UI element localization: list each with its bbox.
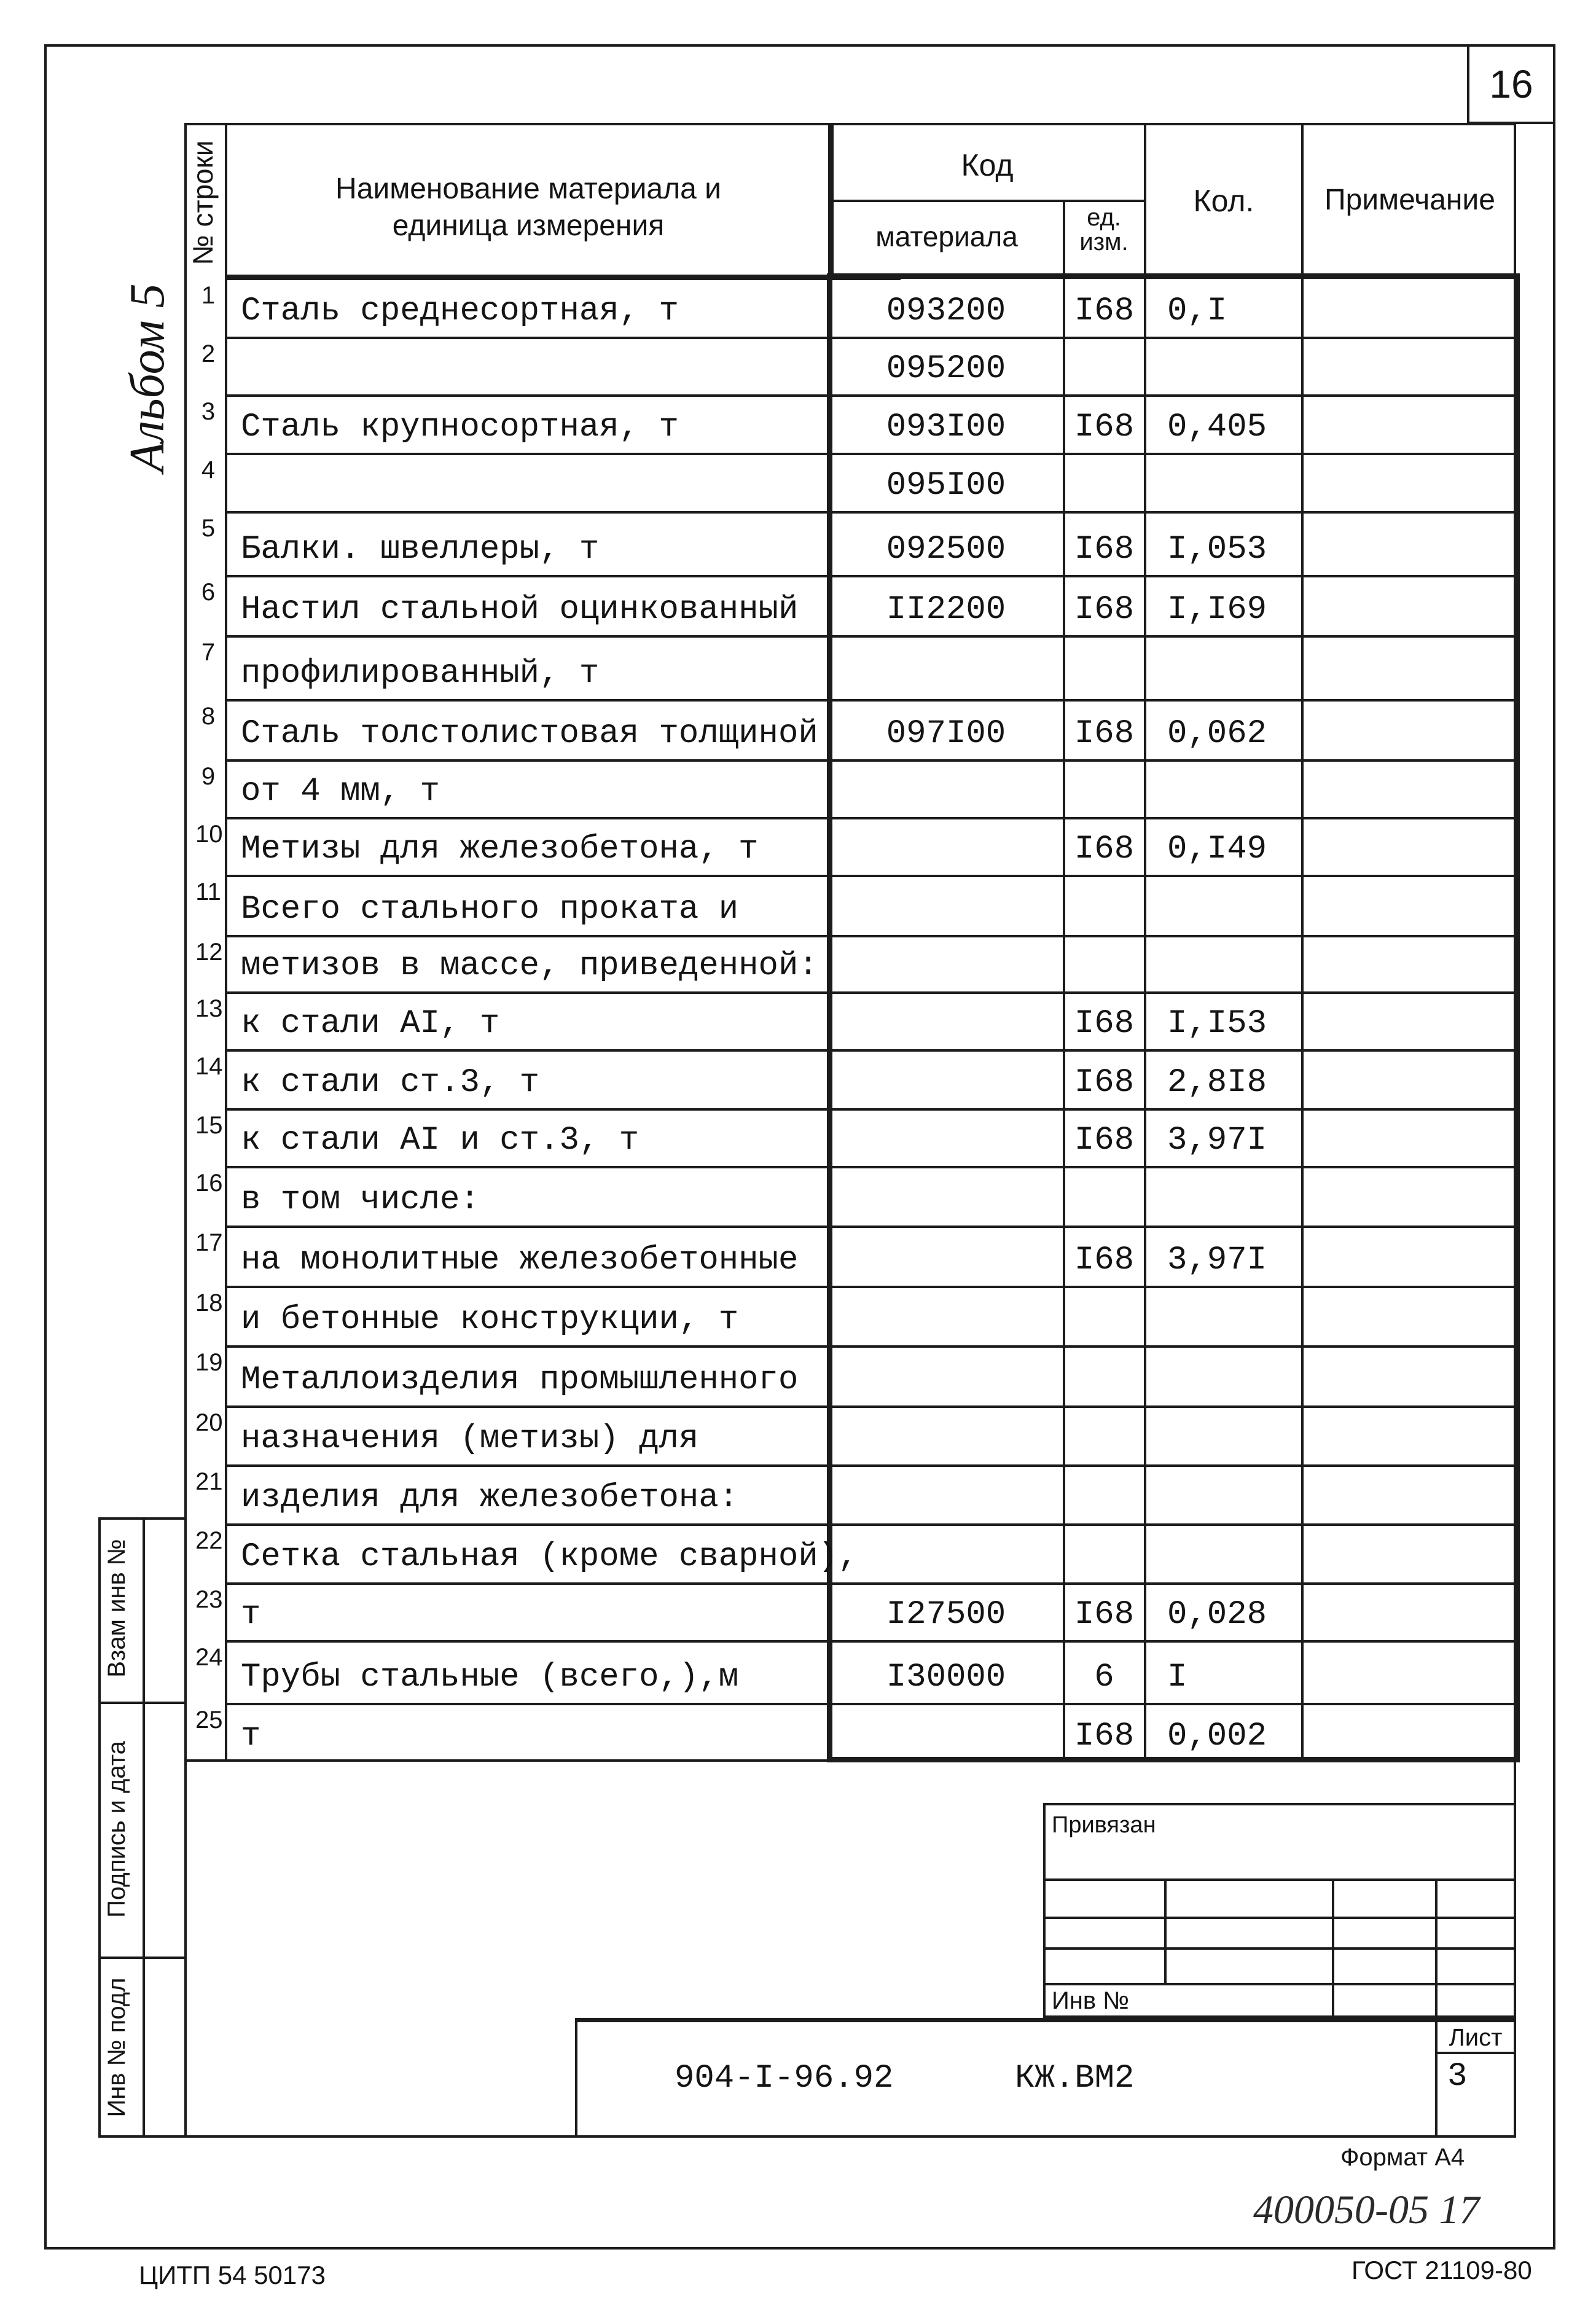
row-material-code: 092500: [886, 531, 1006, 568]
row-number: 5: [201, 515, 216, 542]
row-number: 16: [195, 1170, 223, 1197]
row-unit-code: I68: [1074, 292, 1135, 330]
header-note: Примечание: [1324, 184, 1495, 216]
row-unit-code: I68: [1074, 1122, 1135, 1159]
table-row: [0, 1286, 1596, 1345]
handwritten-code: 400050-05 17: [1253, 2187, 1480, 2232]
header-code: Код: [961, 148, 1014, 182]
table-row: [0, 699, 1596, 759]
row-quantity: 0,028: [1167, 1596, 1267, 1633]
row-quantity: I: [1167, 1659, 1187, 1696]
row-number: 12: [195, 939, 223, 966]
row-material-name: Трубы стальные (всего,),м: [241, 1659, 739, 1696]
row-number: 20: [195, 1409, 223, 1436]
side-stamp-inv-podl: Инв № подл: [103, 1977, 130, 2117]
table-row: [0, 875, 1596, 935]
table-row: [0, 1049, 1596, 1108]
table-row: [0, 511, 1596, 575]
row-material-name: Балки. швеллеры, т: [241, 531, 600, 568]
row-material-name: Метизы для железобетона, т: [241, 831, 759, 868]
row-material-name: и бетонные конструкции, т: [241, 1301, 739, 1339]
row-number: 15: [195, 1112, 223, 1139]
row-quantity: 0,062: [1167, 715, 1267, 752]
row-material-name: Настил стальной оцинкованный: [241, 591, 799, 628]
row-number: 23: [195, 1586, 223, 1613]
row-material-name: в том числе:: [241, 1181, 480, 1219]
row-number: 9: [201, 763, 216, 790]
table-row: [0, 817, 1596, 875]
table-row: [0, 1640, 1596, 1703]
privyazan-label: Привязан: [1052, 1812, 1156, 1838]
privyazan-line: [1043, 1917, 1516, 1919]
row-material-code: I27500: [886, 1596, 1006, 1633]
row-number: 25: [195, 1706, 223, 1734]
side-stamp-line: [98, 1702, 187, 1704]
header-row-no: № строки: [187, 140, 219, 265]
row-number: 1: [201, 282, 216, 309]
row-quantity: I,053: [1167, 531, 1267, 568]
row-number: 13: [195, 995, 223, 1022]
row-material-name: к стали ст.3, т: [241, 1064, 540, 1101]
row-unit-code: I68: [1074, 715, 1135, 752]
table-row: [0, 1405, 1596, 1464]
row-quantity: I,I53: [1167, 1005, 1267, 1042]
row-unit-code: I68: [1074, 831, 1135, 868]
table-row: [0, 1108, 1596, 1166]
title-block-sheet-line: [1435, 2052, 1516, 2054]
table-row: [0, 1523, 1596, 1582]
row-unit-code: I68: [1074, 1596, 1135, 1633]
table-row: [0, 991, 1596, 1049]
row-number: 17: [195, 1229, 223, 1256]
table-row: [0, 935, 1596, 991]
row-material-name: Сталь крупносортная, т: [241, 408, 679, 446]
header-col-line: [1063, 200, 1065, 276]
table-row: [0, 1166, 1596, 1226]
row-number: 4: [201, 456, 216, 483]
row-material-code: 095200: [886, 350, 1006, 388]
row-quantity: 2,8I8: [1167, 1064, 1267, 1101]
row-material-code: 093I00: [886, 408, 1006, 446]
table-row: [0, 337, 1596, 394]
row-material-name: на монолитные железобетонные: [241, 1241, 799, 1279]
inv-no-label: Инв №: [1052, 1987, 1130, 2014]
privyazan-col: [1332, 1878, 1334, 2018]
row-material-name: Сталь толстолистовая толщиной: [241, 715, 818, 752]
row-quantity: 0,I49: [1167, 831, 1267, 868]
row-material-code: 095I00: [886, 467, 1006, 504]
table-row: [0, 453, 1596, 511]
row-unit-code: I68: [1074, 1064, 1135, 1101]
row-quantity: 3,97I: [1167, 1241, 1267, 1279]
row-unit-code: 6: [1094, 1659, 1114, 1696]
sheet-value: 3: [1447, 2058, 1468, 2095]
header-name: Наименование материала и единица измерения: [335, 173, 721, 242]
corner-number: 16: [1489, 62, 1533, 106]
row-material-name: от 4 мм, т: [241, 773, 440, 810]
row-number: 3: [201, 398, 216, 425]
row-material-code: I30000: [886, 1659, 1006, 1696]
album-label: Альбом 5: [120, 283, 174, 472]
header-qty: Кол.: [1193, 184, 1254, 218]
privyazan-line: [1043, 1947, 1516, 1950]
footer-left: ЦИТП 54 50173: [139, 2261, 326, 2289]
table-row: [0, 575, 1596, 635]
row-number: 19: [195, 1349, 223, 1376]
row-number: 6: [201, 579, 216, 606]
doc-code: 904-I-96.92: [675, 2060, 894, 2097]
row-material-name: т: [241, 1596, 261, 1633]
row-unit-code: I68: [1074, 408, 1135, 446]
row-material-name: изделия для железобетона:: [241, 1479, 739, 1517]
row-material-name: Сетка стальная (кроме сварной),: [241, 1538, 858, 1576]
table-row: [0, 1345, 1596, 1405]
row-material-name: назначения (метизы) для: [241, 1420, 699, 1458]
table-row: [0, 1226, 1596, 1286]
row-number: 2: [201, 340, 216, 367]
row-number: 18: [195, 1289, 223, 1316]
row-material-name: к стали АI, т: [241, 1005, 500, 1042]
row-number: 11: [195, 878, 221, 905]
row-number: 24: [195, 1644, 223, 1671]
row-material-name: Металлоизделия промышленного: [241, 1361, 799, 1399]
table-row: [0, 635, 1596, 699]
privyazan-col: [1435, 1878, 1438, 2018]
row-unit-code: I68: [1074, 1005, 1135, 1042]
row-material-code: 093200: [886, 292, 1006, 330]
side-stamp-vzam: Взам инв №: [103, 1539, 130, 1678]
row-unit-code: I68: [1074, 1241, 1135, 1279]
privyazan-line: [1043, 1983, 1516, 1985]
row-number: 14: [195, 1053, 223, 1080]
header-sub-line: [828, 200, 1144, 202]
row-number: 22: [195, 1527, 223, 1554]
footer-right: ГОСТ 21109-80: [1352, 2256, 1532, 2285]
row-number: 10: [195, 821, 223, 848]
row-number: 21: [195, 1468, 223, 1495]
doc-mark: КЖ.ВМ2: [1015, 2060, 1135, 2097]
row-number: 8: [201, 703, 216, 730]
row-quantity: 0,I: [1167, 292, 1227, 330]
privyazan-col: [1164, 1878, 1167, 1983]
table-row: [0, 759, 1596, 817]
table-row: [0, 1582, 1596, 1640]
sheet-label: Лист: [1449, 2024, 1503, 2051]
row-quantity: 0,405: [1167, 408, 1267, 446]
header-code-unit: ед. изм.: [1079, 204, 1129, 256]
row-quantity: 0,002: [1167, 1718, 1267, 1755]
row-material-name: т: [241, 1718, 261, 1755]
row-material-name: Всего стального проката и: [241, 891, 739, 928]
format-label: Формат А4: [1340, 2144, 1465, 2171]
row-number: 7: [201, 639, 216, 666]
row-material-name: к стали АI и ст.3, т: [241, 1122, 640, 1159]
row-material-name: Сталь среднесортная, т: [241, 292, 679, 330]
row-unit-code: I68: [1074, 531, 1135, 568]
row-quantity: I,I69: [1167, 591, 1267, 628]
row-unit-code: I68: [1074, 591, 1135, 628]
table-row: [0, 278, 1596, 337]
table-row: [0, 1703, 1596, 1762]
row-material-code: II2200: [886, 591, 1006, 628]
header-code-material: материала: [875, 221, 1018, 252]
side-stamp-line: [143, 1517, 145, 2138]
table-row: [0, 1464, 1596, 1523]
bottom-left-line: [184, 1762, 187, 2138]
row-material-name: метизов в массе, приведенной:: [241, 947, 818, 985]
row-material-name: профилированный, т: [241, 655, 600, 692]
side-stamp-podpis: Подпись и дата: [103, 1741, 130, 1918]
row-material-code: 097I00: [886, 715, 1006, 752]
table-row: [0, 394, 1596, 453]
row-unit-code: I68: [1074, 1718, 1135, 1755]
row-quantity: 3,97I: [1167, 1122, 1267, 1159]
privyazan-line: [1043, 1878, 1516, 1881]
